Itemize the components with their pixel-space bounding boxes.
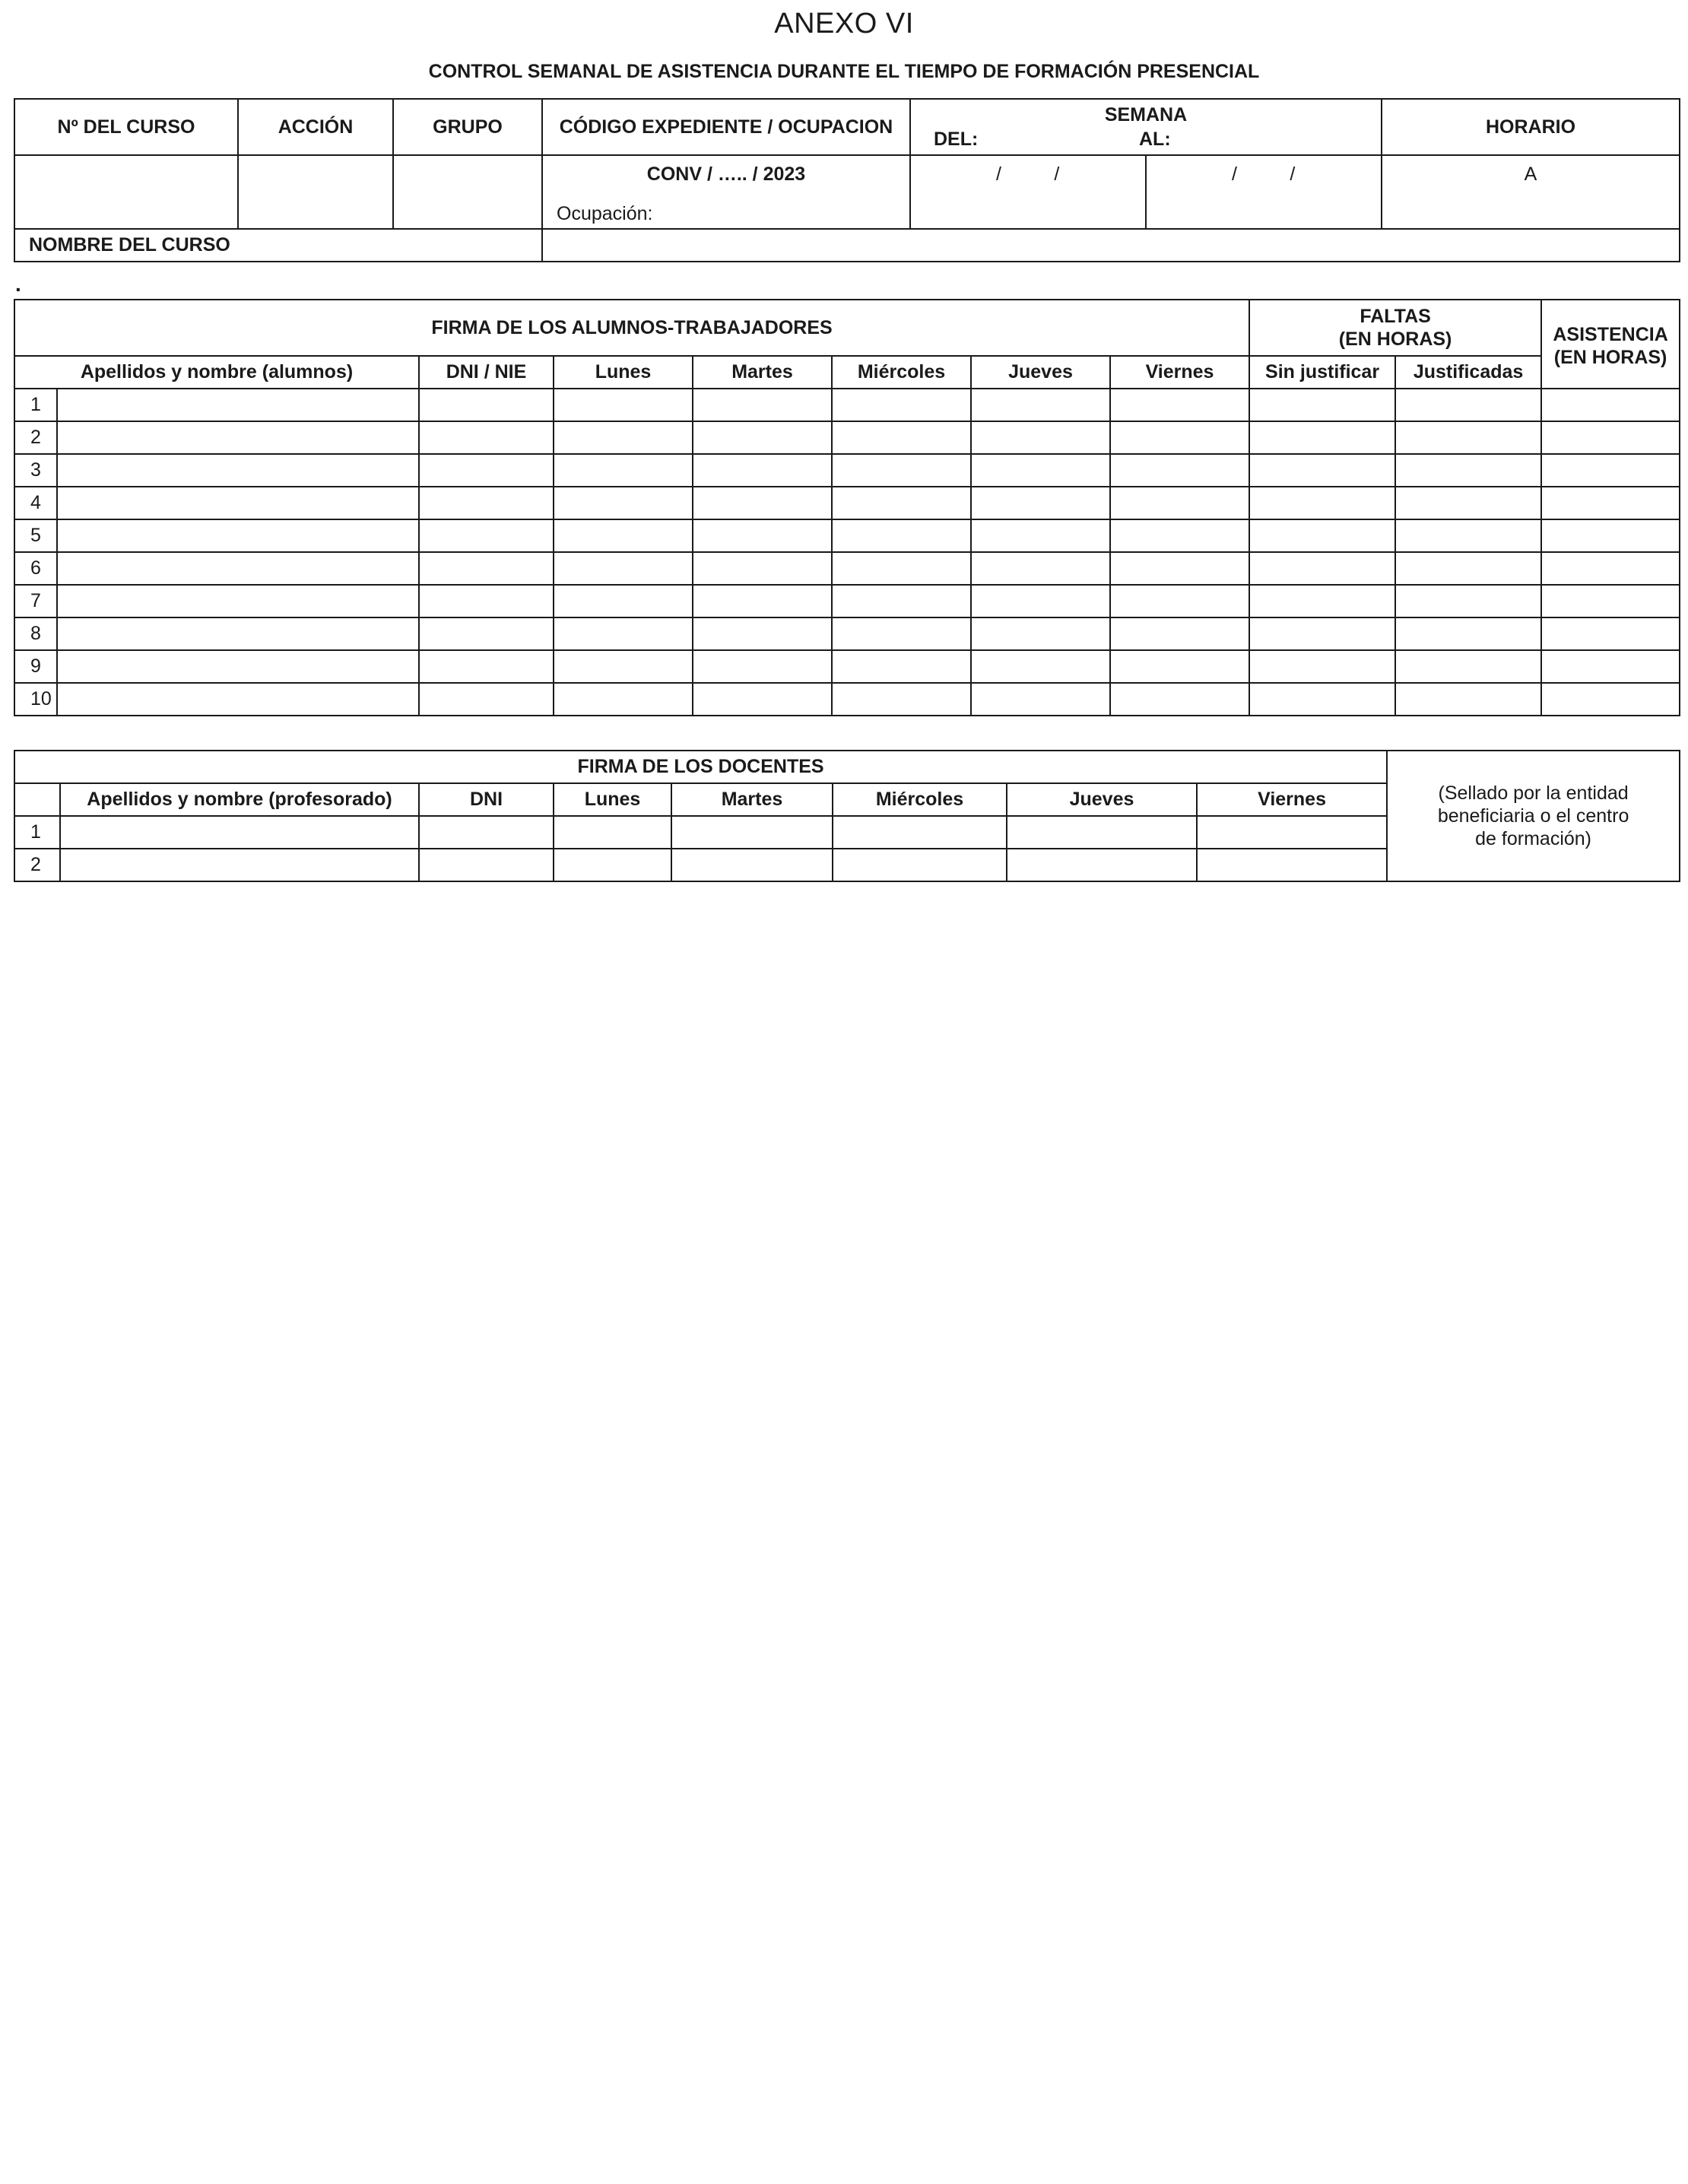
student-wednesday-cell[interactable] bbox=[832, 421, 971, 454]
student-tuesday-cell[interactable] bbox=[693, 421, 832, 454]
week-from-slashes: / / bbox=[996, 163, 1060, 185]
student-monday-cell[interactable] bbox=[554, 585, 693, 617]
student-friday-cell[interactable] bbox=[1110, 552, 1249, 585]
stamp-line-2: beneficiaria o el centro bbox=[1437, 805, 1629, 827]
student-wednesday-cell[interactable] bbox=[832, 519, 971, 552]
student-row-number: 8 bbox=[14, 617, 57, 650]
student-tuesday-cell[interactable] bbox=[693, 487, 832, 519]
teacher-monday-column-header: Lunes bbox=[554, 783, 671, 816]
student-attendance-cell[interactable] bbox=[1541, 617, 1680, 650]
course-number-field[interactable] bbox=[14, 155, 238, 229]
student-row-number: 6 bbox=[14, 552, 57, 585]
course-info-table bbox=[14, 98, 1680, 262]
student-name-cell[interactable] bbox=[57, 421, 419, 454]
student-friday-cell[interactable] bbox=[1110, 617, 1249, 650]
teacher-wednesday-cell[interactable] bbox=[833, 849, 1007, 881]
students-section-title: FIRMA DE LOS ALUMNOS-TRABAJADORES bbox=[14, 300, 1249, 356]
student-row bbox=[14, 421, 1680, 454]
week-to-slashes: / / bbox=[1232, 163, 1296, 185]
student-thursday-cell[interactable] bbox=[971, 585, 1110, 617]
tuesday-column-header: Martes bbox=[693, 356, 832, 389]
student-monday-cell[interactable] bbox=[554, 454, 693, 487]
absences-unit: (EN HORAS) bbox=[1338, 329, 1452, 350]
student-row-number: 7 bbox=[14, 585, 57, 617]
student-friday-cell[interactable] bbox=[1110, 585, 1249, 617]
course-name-label: NOMBRE DEL CURSO bbox=[14, 229, 542, 262]
student-unjustified-cell[interactable] bbox=[1249, 454, 1395, 487]
student-thursday-cell[interactable] bbox=[971, 389, 1110, 421]
student-thursday-cell[interactable] bbox=[971, 617, 1110, 650]
teacher-friday-cell[interactable] bbox=[1197, 816, 1387, 849]
action-field[interactable] bbox=[238, 155, 393, 229]
group-field[interactable] bbox=[393, 155, 542, 229]
student-id-cell[interactable] bbox=[419, 454, 554, 487]
student-tuesday-cell[interactable] bbox=[693, 617, 832, 650]
thursday-column-header: Jueves bbox=[971, 356, 1110, 389]
occupation-label: Ocupación: bbox=[557, 203, 653, 224]
teacher-thursday-cell[interactable] bbox=[1007, 849, 1197, 881]
teacher-thursday-column-header: Jueves bbox=[1007, 783, 1197, 816]
student-unjustified-cell[interactable] bbox=[1249, 487, 1395, 519]
student-monday-cell[interactable] bbox=[554, 683, 693, 716]
schedule-value: A bbox=[1524, 163, 1537, 185]
student-thursday-cell[interactable] bbox=[971, 421, 1110, 454]
student-id-cell[interactable] bbox=[419, 650, 554, 683]
course-name-field[interactable] bbox=[542, 229, 1680, 262]
student-thursday-cell[interactable] bbox=[971, 487, 1110, 519]
student-attendance-cell[interactable] bbox=[1541, 683, 1680, 716]
student-justified-cell[interactable] bbox=[1395, 454, 1541, 487]
student-row-number: 5 bbox=[14, 519, 57, 552]
student-name-cell[interactable] bbox=[57, 585, 419, 617]
student-row-number: 2 bbox=[14, 421, 57, 454]
teachers-section-title: FIRMA DE LOS DOCENTES bbox=[14, 751, 1387, 783]
student-friday-cell[interactable] bbox=[1110, 683, 1249, 716]
student-row bbox=[14, 617, 1680, 650]
week-from-field[interactable] bbox=[910, 155, 1146, 229]
student-wednesday-cell[interactable] bbox=[832, 585, 971, 617]
action-label: ACCIÓN bbox=[238, 99, 393, 155]
student-id-cell[interactable] bbox=[419, 617, 554, 650]
student-id-cell[interactable] bbox=[419, 519, 554, 552]
student-justified-cell[interactable] bbox=[1395, 421, 1541, 454]
student-row bbox=[14, 552, 1680, 585]
student-friday-cell[interactable] bbox=[1110, 389, 1249, 421]
from-label: DEL: bbox=[934, 129, 979, 150]
teacher-tuesday-cell[interactable] bbox=[671, 816, 833, 849]
teacher-friday-column-header: Viernes bbox=[1197, 783, 1387, 816]
student-monday-cell[interactable] bbox=[554, 617, 693, 650]
file-code-field[interactable] bbox=[542, 155, 910, 229]
students-table bbox=[14, 299, 1680, 716]
stamp-line-1: (Sellado por la entidad bbox=[1438, 782, 1629, 804]
student-unjustified-cell[interactable] bbox=[1249, 421, 1395, 454]
schedule-label: HORARIO bbox=[1382, 99, 1680, 155]
group-label: GRUPO bbox=[393, 99, 542, 155]
student-unjustified-cell[interactable] bbox=[1249, 617, 1395, 650]
student-row bbox=[14, 683, 1680, 716]
student-tuesday-cell[interactable] bbox=[693, 650, 832, 683]
student-attendance-cell[interactable] bbox=[1541, 519, 1680, 552]
student-monday-cell[interactable] bbox=[554, 519, 693, 552]
student-name-cell[interactable] bbox=[57, 650, 419, 683]
stamp-box bbox=[1387, 751, 1680, 881]
teacher-name-cell[interactable] bbox=[60, 816, 419, 849]
student-unjustified-cell[interactable] bbox=[1249, 519, 1395, 552]
teacher-name-cell[interactable] bbox=[60, 849, 419, 881]
student-row-number: 10 bbox=[14, 683, 57, 716]
teacher-row-number: 1 bbox=[14, 816, 60, 849]
teacher-wednesday-cell[interactable] bbox=[833, 816, 1007, 849]
teacher-id-cell[interactable] bbox=[419, 816, 554, 849]
student-justified-cell[interactable] bbox=[1395, 389, 1541, 421]
student-justified-cell[interactable] bbox=[1395, 487, 1541, 519]
course-number-label: Nº DEL CURSO bbox=[14, 99, 238, 155]
student-unjustified-cell[interactable] bbox=[1249, 552, 1395, 585]
student-justified-cell[interactable] bbox=[1395, 552, 1541, 585]
student-unjustified-cell[interactable] bbox=[1249, 683, 1395, 716]
student-tuesday-cell[interactable] bbox=[693, 519, 832, 552]
teacher-wednesday-column-header: Miércoles bbox=[833, 783, 1007, 816]
student-wednesday-cell[interactable] bbox=[832, 650, 971, 683]
student-justified-cell[interactable] bbox=[1395, 585, 1541, 617]
student-thursday-cell[interactable] bbox=[971, 650, 1110, 683]
student-monday-cell[interactable] bbox=[554, 421, 693, 454]
student-monday-cell[interactable] bbox=[554, 487, 693, 519]
student-unjustified-cell[interactable] bbox=[1249, 389, 1395, 421]
to-label: AL: bbox=[1139, 129, 1171, 150]
student-friday-cell[interactable] bbox=[1110, 487, 1249, 519]
week-to-field[interactable] bbox=[1146, 155, 1382, 229]
student-name-cell[interactable] bbox=[57, 552, 419, 585]
friday-column-header: Viernes bbox=[1110, 356, 1249, 389]
student-wednesday-cell[interactable] bbox=[832, 487, 971, 519]
document-subtitle: CONTROL SEMANAL DE ASISTENCIA DURANTE EL TIEMPO DE FORMACIÓN PRESENCIAL bbox=[428, 61, 1260, 82]
student-friday-cell[interactable] bbox=[1110, 519, 1249, 552]
student-justified-cell[interactable] bbox=[1395, 617, 1541, 650]
schedule-field[interactable] bbox=[1382, 155, 1680, 229]
teacher-thursday-cell[interactable] bbox=[1007, 816, 1197, 849]
student-thursday-cell[interactable] bbox=[971, 552, 1110, 585]
student-row bbox=[14, 487, 1680, 519]
student-justified-cell[interactable] bbox=[1395, 650, 1541, 683]
document-title: ANEXO VI bbox=[774, 8, 914, 40]
student-monday-cell[interactable] bbox=[554, 552, 693, 585]
student-id-cell[interactable] bbox=[419, 585, 554, 617]
student-monday-cell[interactable] bbox=[554, 650, 693, 683]
student-id-column-header: DNI / NIE bbox=[419, 356, 554, 389]
student-thursday-cell[interactable] bbox=[971, 454, 1110, 487]
student-name-cell[interactable] bbox=[57, 487, 419, 519]
week-label: SEMANA bbox=[1104, 104, 1188, 125]
unjustified-column-header: Sin justificar bbox=[1249, 356, 1395, 389]
student-row bbox=[14, 650, 1680, 683]
attendance-title: ASISTENCIA bbox=[1553, 324, 1668, 345]
student-id-cell[interactable] bbox=[419, 389, 554, 421]
teacher-row-number: 2 bbox=[14, 849, 60, 881]
wednesday-column-header: Miércoles bbox=[832, 356, 971, 389]
student-tuesday-cell[interactable] bbox=[693, 683, 832, 716]
student-attendance-cell[interactable] bbox=[1541, 487, 1680, 519]
file-code-label: CÓDIGO EXPEDIENTE / OCUPACION bbox=[542, 99, 910, 155]
student-friday-cell[interactable] bbox=[1110, 454, 1249, 487]
student-attendance-cell[interactable] bbox=[1541, 585, 1680, 617]
attendance-unit: (EN HORAS) bbox=[1553, 347, 1667, 368]
absences-title: FALTAS bbox=[1360, 306, 1431, 327]
teacher-friday-cell[interactable] bbox=[1197, 849, 1387, 881]
stamp-line-3: de formación) bbox=[1475, 828, 1592, 849]
student-tuesday-cell[interactable] bbox=[693, 585, 832, 617]
teacher-monday-cell[interactable] bbox=[554, 816, 671, 849]
student-wednesday-cell[interactable] bbox=[832, 552, 971, 585]
student-attendance-cell[interactable] bbox=[1541, 454, 1680, 487]
teacher-number-column-header bbox=[14, 783, 60, 816]
teacher-tuesday-column-header: Martes bbox=[671, 783, 833, 816]
student-justified-cell[interactable] bbox=[1395, 683, 1541, 716]
student-wednesday-cell[interactable] bbox=[832, 683, 971, 716]
student-attendance-cell[interactable] bbox=[1541, 389, 1680, 421]
student-name-column-header: Apellidos y nombre (alumnos) bbox=[14, 356, 419, 389]
teacher-id-column-header: DNI bbox=[419, 783, 554, 816]
teacher-tuesday-cell[interactable] bbox=[671, 849, 833, 881]
student-justified-cell[interactable] bbox=[1395, 519, 1541, 552]
student-wednesday-cell[interactable] bbox=[832, 617, 971, 650]
student-id-cell[interactable] bbox=[419, 683, 554, 716]
separator-dot: . bbox=[15, 272, 21, 296]
week-header bbox=[910, 99, 1382, 155]
student-row-number: 3 bbox=[14, 454, 57, 487]
teacher-monday-cell[interactable] bbox=[554, 849, 671, 881]
student-row bbox=[14, 585, 1680, 617]
student-row bbox=[14, 389, 1680, 421]
student-tuesday-cell[interactable] bbox=[693, 552, 832, 585]
student-friday-cell[interactable] bbox=[1110, 421, 1249, 454]
teacher-id-cell[interactable] bbox=[419, 849, 554, 881]
student-name-cell[interactable] bbox=[57, 389, 419, 421]
student-thursday-cell[interactable] bbox=[971, 683, 1110, 716]
student-name-cell[interactable] bbox=[57, 454, 419, 487]
teachers-table bbox=[14, 750, 1680, 882]
monday-column-header: Lunes bbox=[554, 356, 693, 389]
attendance-header bbox=[1541, 300, 1680, 389]
student-name-cell[interactable] bbox=[57, 617, 419, 650]
student-unjustified-cell[interactable] bbox=[1249, 650, 1395, 683]
student-name-cell[interactable] bbox=[57, 683, 419, 716]
teacher-name-column-header: Apellidos y nombre (profesorado) bbox=[60, 783, 419, 816]
student-row-number: 9 bbox=[14, 650, 57, 683]
student-name-cell[interactable] bbox=[57, 519, 419, 552]
student-friday-cell[interactable] bbox=[1110, 650, 1249, 683]
student-id-cell[interactable] bbox=[419, 421, 554, 454]
conv-value: CONV / ….. / 2023 bbox=[646, 163, 806, 185]
student-wednesday-cell[interactable] bbox=[832, 389, 971, 421]
student-monday-cell[interactable] bbox=[554, 389, 693, 421]
student-wednesday-cell[interactable] bbox=[832, 454, 971, 487]
student-tuesday-cell[interactable] bbox=[693, 454, 832, 487]
student-row-number: 1 bbox=[14, 389, 57, 421]
student-tuesday-cell[interactable] bbox=[693, 389, 832, 421]
absences-header bbox=[1249, 300, 1541, 356]
student-id-cell[interactable] bbox=[419, 552, 554, 585]
student-thursday-cell[interactable] bbox=[971, 519, 1110, 552]
justified-column-header: Justificadas bbox=[1395, 356, 1541, 389]
student-attendance-cell[interactable] bbox=[1541, 650, 1680, 683]
student-row bbox=[14, 519, 1680, 552]
student-row bbox=[14, 454, 1680, 487]
student-attendance-cell[interactable] bbox=[1541, 552, 1680, 585]
student-row-number: 4 bbox=[14, 487, 57, 519]
student-attendance-cell[interactable] bbox=[1541, 421, 1680, 454]
student-unjustified-cell[interactable] bbox=[1249, 585, 1395, 617]
student-id-cell[interactable] bbox=[419, 487, 554, 519]
